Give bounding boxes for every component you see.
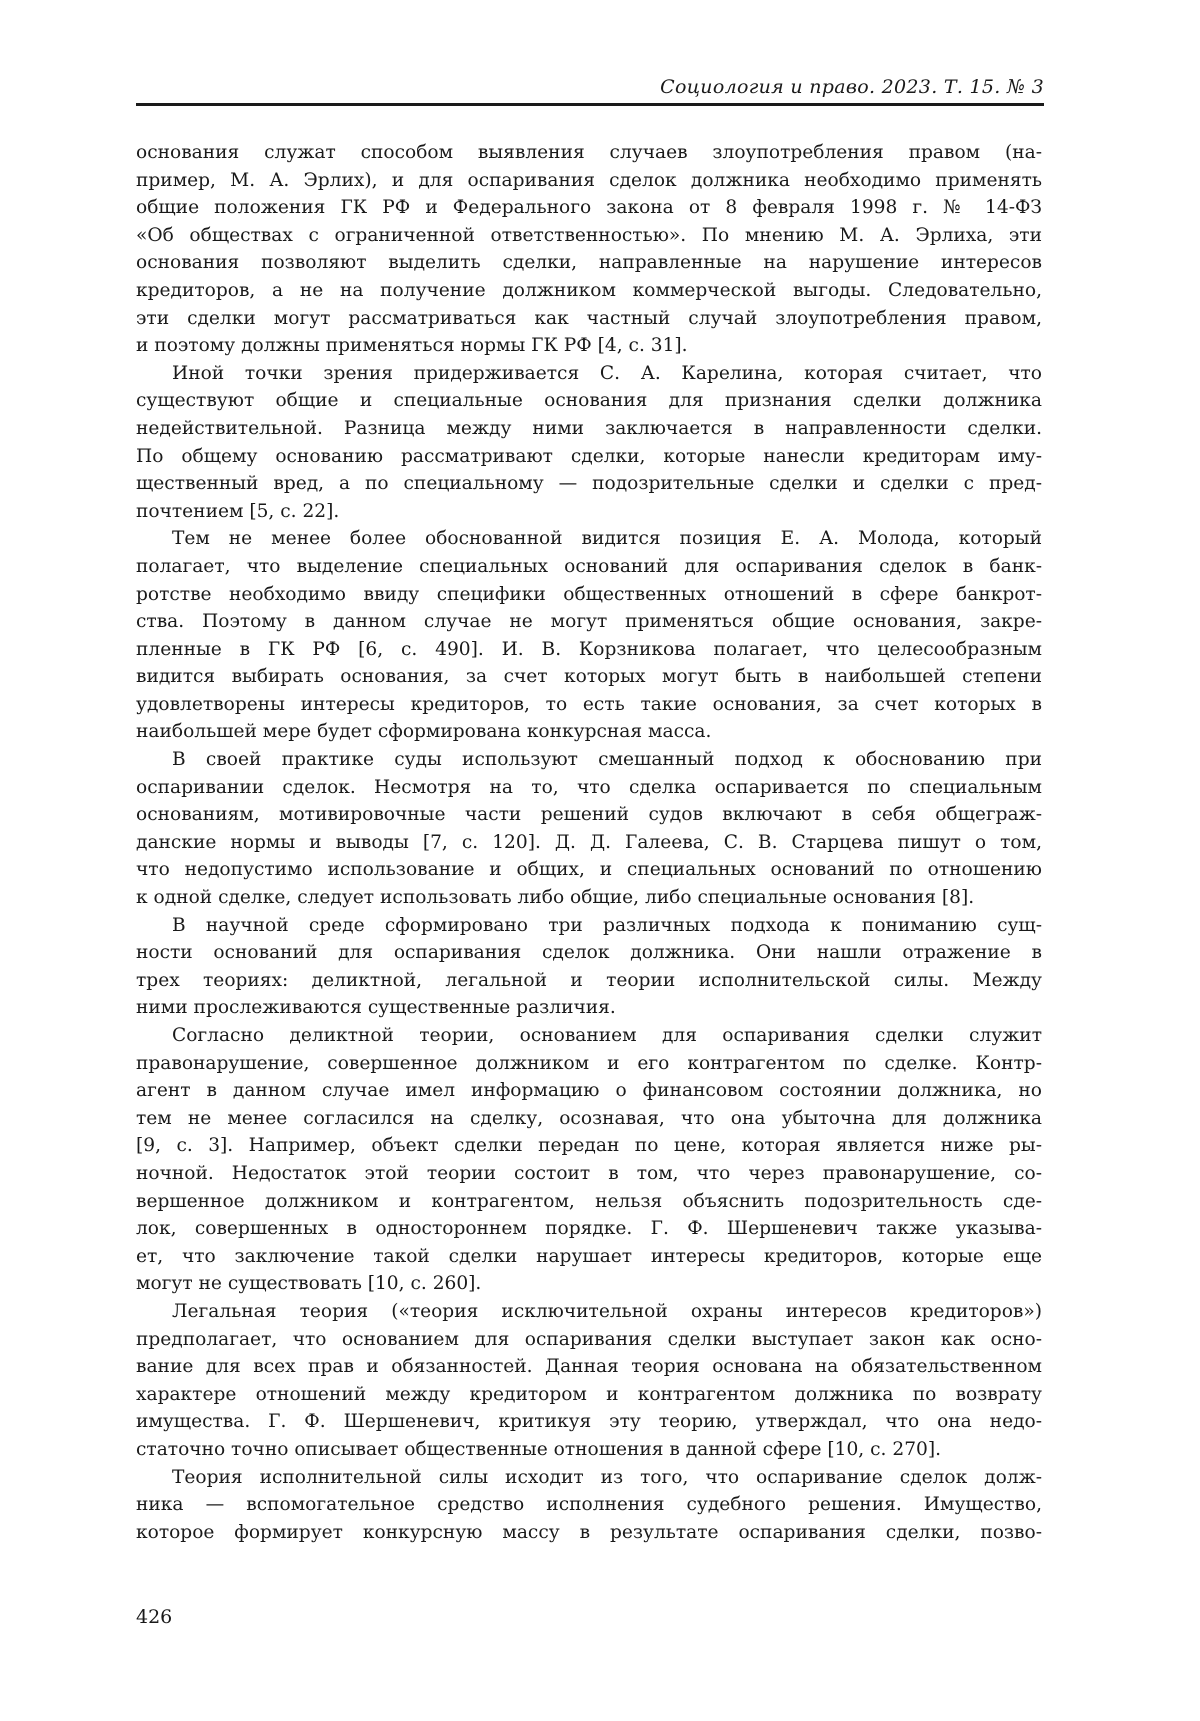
text-line: агент в данном случае имел информацию о финансовом состоянии должника, но bbox=[136, 1077, 1042, 1105]
text-line: характере отношений между кредитором и контрагентом должника по возврату bbox=[136, 1381, 1042, 1409]
text-line: ника — вспомогательное средство исполнения судебного решения. Имущество, bbox=[136, 1491, 1042, 1519]
running-header: Социология и право. 2023. Т. 15. № 3 bbox=[136, 76, 1044, 98]
text-line: которое формирует конкурсную массу в результате оспаривания сделки, позво- bbox=[136, 1519, 1042, 1547]
paragraph bbox=[136, 1298, 1042, 1464]
text-line: что недопустимо использование и общих, и специальных оснований по отношению bbox=[136, 856, 1042, 884]
text-line: удовлетворены интересы кредиторов, то есть такие основания, за счет которых в bbox=[136, 691, 1042, 719]
text-line: существуют общие и специальные основания для признания сделки должника bbox=[136, 387, 1042, 415]
text-line: основания служат способом выявления случаев злоупотребления правом (на- bbox=[136, 139, 1042, 167]
text-line: вание для всех прав и обязанностей. Данная теория основана на обязательственном bbox=[136, 1353, 1042, 1381]
text-line: щественный вред, а по специальному — подозрительные сделки и сделки с пред- bbox=[136, 470, 1042, 498]
text-line: ности оснований для оспаривания сделок должника. Они нашли отражение в bbox=[136, 939, 1042, 967]
text-line: ними прослеживаются существенные различия. bbox=[136, 994, 1042, 1022]
text-line: ротстве необходимо ввиду специфики общественных отношений в сфере банкрот- bbox=[136, 581, 1042, 609]
text-line: основания позволяют выделить сделки, направленные на нарушение интересов bbox=[136, 249, 1042, 277]
text-line: В своей практике суды используют смешанный подход к обоснованию при bbox=[136, 746, 1042, 774]
text-line: Теория исполнительной силы исходит из того, что оспаривание сделок долж- bbox=[136, 1464, 1042, 1492]
text-line: Тем не менее более обоснованной видится позиция Е. А. Молода, который bbox=[136, 525, 1042, 553]
text-line: [9, с. 3]. Например, объект сделки передан по цене, которая является ниже ры- bbox=[136, 1132, 1042, 1160]
text-line: кредиторов, а не на получение должником коммерческой выгоды. Следовательно, bbox=[136, 277, 1042, 305]
text-line: правонарушение, совершенное должником и его контрагентом по сделке. Контр- bbox=[136, 1050, 1042, 1078]
paragraph bbox=[136, 1464, 1042, 1547]
text-line: общие положения ГК РФ и Федерального закона от 8 февраля 1998 г. № 14-ФЗ bbox=[136, 194, 1042, 222]
paragraph bbox=[136, 360, 1042, 526]
text-line: к одной сделке, следует использовать либо общие, либо специальные основания [8]. bbox=[136, 884, 1042, 912]
text-line: ства. Поэтому в данном случае не могут применяться общие основания, закре- bbox=[136, 608, 1042, 636]
text-line: Согласно деликтной теории, основанием для оспаривания сделки служит bbox=[136, 1022, 1042, 1050]
text-line: почтением [5, с. 22]. bbox=[136, 498, 1042, 526]
text-line: эти сделки могут рассматриваться как частный случай злоупотребления правом, bbox=[136, 305, 1042, 333]
text-line: вершенное должником и контрагентом, нельзя объяснить подозрительность сде- bbox=[136, 1188, 1042, 1216]
text-line: ночной. Недостаток этой теории состоит в том, что через правонарушение, со- bbox=[136, 1160, 1042, 1188]
paragraph bbox=[136, 912, 1042, 1022]
text-line: полагает, что выделение специальных оснований для оспаривания сделок в банк- bbox=[136, 553, 1042, 581]
paragraph bbox=[136, 1022, 1042, 1298]
text-line: могут не существовать [10, с. 260]. bbox=[136, 1270, 1042, 1298]
paragraph bbox=[136, 139, 1042, 360]
text-line: и поэтому должны применяться нормы ГК РФ [4, с. 31]. bbox=[136, 332, 1042, 360]
text-line: наибольшей мере будет сформирована конкурсная масса. bbox=[136, 718, 1042, 746]
text-line: ет, что заключение такой сделки нарушает интересы кредиторов, которые еще bbox=[136, 1243, 1042, 1271]
text-line: недействительной. Разница между ними заключается в направленности сделки. bbox=[136, 415, 1042, 443]
text-line: тем не менее согласился на сделку, осознавая, что она убыточна для должника bbox=[136, 1105, 1042, 1133]
paragraph bbox=[136, 746, 1042, 912]
text-line: Иной точки зрения придерживается С. А. Карелина, которая считает, что bbox=[136, 360, 1042, 388]
header-rule bbox=[136, 103, 1044, 106]
text-line: статочно точно описывает общественные отношения в данной сфере [10, с. 270]. bbox=[136, 1436, 1042, 1464]
text-line: лок, совершенных в одностороннем порядке. Г. Ф. Шершеневич также указыва- bbox=[136, 1215, 1042, 1243]
text-line: По общему основанию рассматривают сделки, которые нанесли кредиторам иму- bbox=[136, 443, 1042, 471]
text-line: «Об обществах с ограниченной ответственностью». По мнению М. А. Эрлиха, эти bbox=[136, 222, 1042, 250]
paragraph bbox=[136, 525, 1042, 746]
text-line: имущества. Г. Ф. Шершеневич, критикуя эту теорию, утверждал, что она недо- bbox=[136, 1408, 1042, 1436]
text-line: оспаривании сделок. Несмотря на то, что сделка оспаривается по специальным bbox=[136, 774, 1042, 802]
text-line: видится выбирать основания, за счет которых могут быть в наибольшей степени bbox=[136, 663, 1042, 691]
text-line: предполагает, что основанием для оспаривания сделки выступает закон как осно- bbox=[136, 1326, 1042, 1354]
article-body bbox=[136, 139, 1042, 1546]
text-line: основаниям, мотивировочные части решений судов включают в себя общеграж- bbox=[136, 801, 1042, 829]
page-number: 426 bbox=[136, 1606, 172, 1628]
text-line: В научной среде сформировано три различных подхода к пониманию сущ- bbox=[136, 912, 1042, 940]
text-line: данские нормы и выводы [7, с. 120]. Д. Д. Галеева, С. В. Старцева пишут о том, bbox=[136, 829, 1042, 857]
text-line: пример, М. А. Эрлих), и для оспаривания сделок должника необходимо применять bbox=[136, 167, 1042, 195]
text-line: пленные в ГК РФ [6, с. 490]. И. В. Корзникова полагает, что целесообразным bbox=[136, 636, 1042, 664]
text-line: Легальная теория («теория исключительной охраны интересов кредиторов») bbox=[136, 1298, 1042, 1326]
text-line: трех теориях: деликтной, легальной и теории исполнительской силы. Между bbox=[136, 967, 1042, 995]
